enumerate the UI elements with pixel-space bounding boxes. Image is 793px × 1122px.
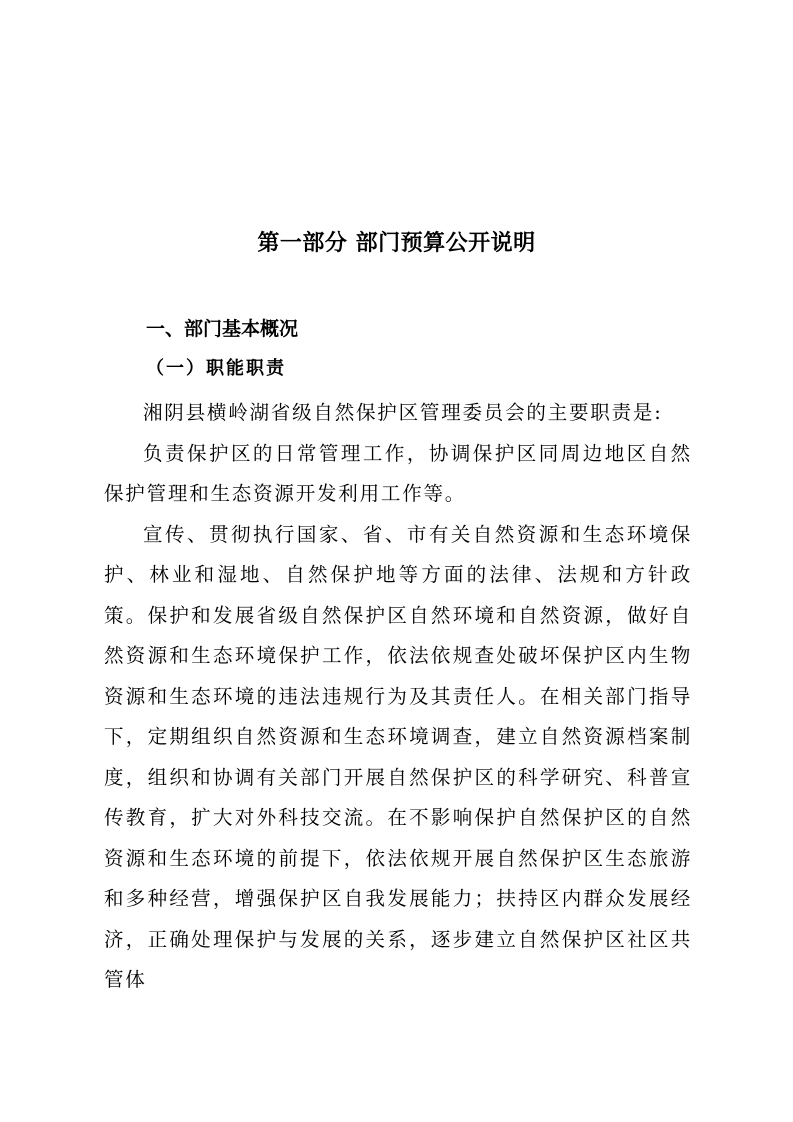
body-text (104, 393, 692, 1001)
paragraph-intro: 湘阴县横岭湖省级自然保护区管理委员会的主要职责是: (143, 401, 663, 424)
document-title: 第一部分 部门预算公开说明 (257, 231, 536, 256)
paragraph-duty-protection: 宣传、贯彻执行国家、省、市有关自然资源和生态环境保护、林业和湿地、自然保护地等方面的法律、法规和方针政策。保护和发展省级自然保护区自然环境和自然资源，做好自然资源和生态环境保护工作，依法依规查处破坏保护区内生物资源和生态环境的违法违规行为及其责任人。在相关部门指导下，定期组织自然资源和生态环境调查，建立自然资源档案制度，组织和协调有关部门开展自然保护区的科学研究、科普宣传教育，扩大对外科技交流。在不影响保护自然保护区的自然资源和生态环境的前提下，依法依规开展自然保护区生态旅游和多种经营，增强保护区自我发展能力；扶持区内群众发展经济，正确处理保护与发展的关系，逐步建立自然保护区社区共管体 (104, 522, 692, 991)
sub-heading: （一）职能职责 (146, 358, 286, 379)
section-heading: 一、部门基本概况 (146, 318, 299, 340)
paragraph-duty-management: 负责保护区的日常管理工作，协调保护区同周边地区自然保护管理和生态资源开发利用工作等。 (104, 441, 692, 505)
